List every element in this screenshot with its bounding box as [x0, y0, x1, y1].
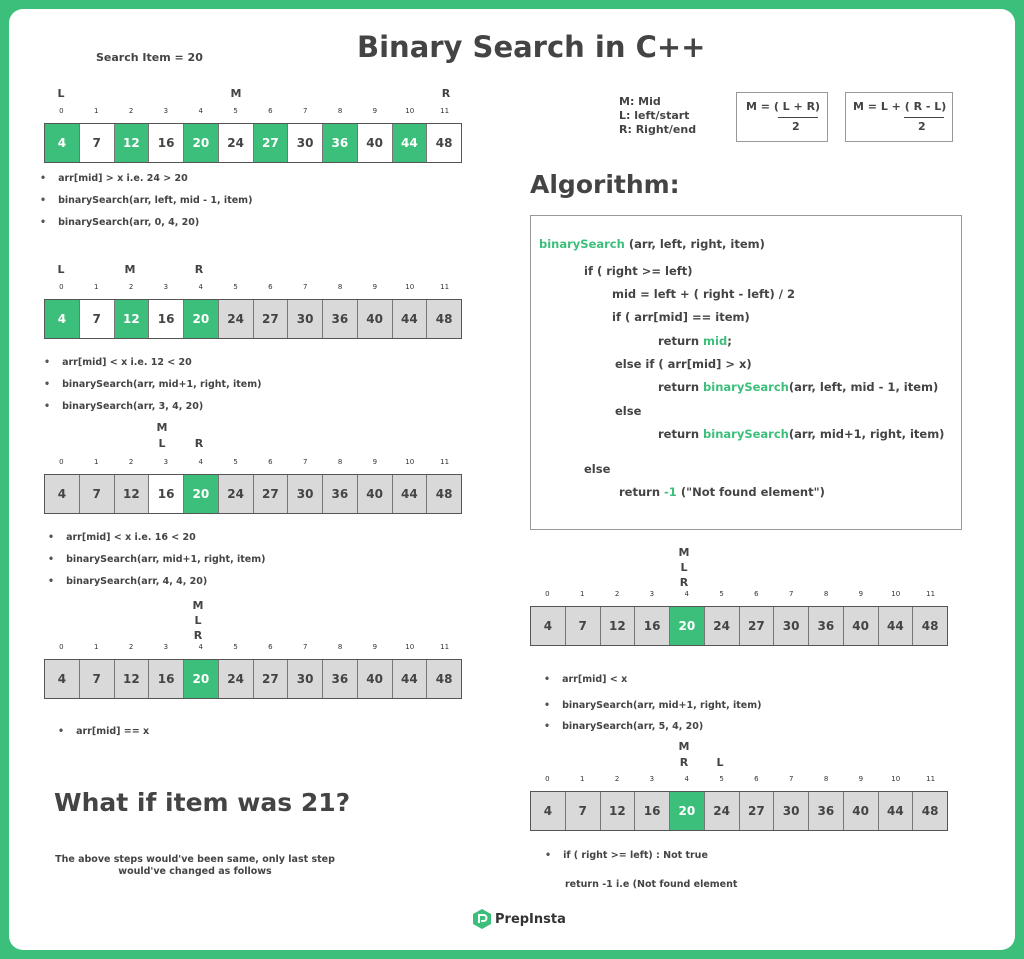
array-cell: 16	[635, 792, 670, 830]
array-cell: 30	[288, 475, 323, 513]
array-index: 7	[303, 458, 308, 466]
step5-marker-r: R	[679, 576, 689, 589]
array-cell: 27	[254, 660, 289, 698]
array-cell: 44	[393, 660, 428, 698]
array-cell: 7	[80, 300, 115, 338]
search-item-label: Search Item = 20	[96, 51, 203, 64]
array-index: 2	[614, 590, 620, 598]
step5-array	[530, 606, 948, 646]
code-line-8: else	[615, 404, 642, 418]
code-line-3: mid = left + ( right - left) / 2	[612, 287, 795, 301]
array-index: 3	[649, 590, 655, 598]
array-index: 5	[233, 643, 238, 651]
formula-1-divider	[778, 117, 818, 118]
array-cell: 4	[531, 607, 566, 645]
array-index: 5	[233, 107, 238, 115]
step6-marker-m: M	[678, 740, 690, 753]
step5-marker-l: L	[680, 561, 688, 574]
array-index: 9	[858, 775, 864, 783]
code-return: return	[658, 334, 704, 348]
array-index: 2	[128, 283, 134, 291]
array-cell: 48	[913, 607, 947, 645]
code-line-6: else if ( arr[mid] > x)	[615, 357, 752, 371]
array-index: 11	[440, 283, 450, 291]
array-cell: 12	[115, 300, 150, 338]
array-index: 3	[163, 107, 169, 115]
step6-bullet-1: • if ( right >= left) : Not true	[545, 850, 708, 861]
array-index: 1	[580, 590, 585, 598]
step2-array	[44, 299, 462, 339]
array-index: 6	[268, 643, 273, 651]
formula-2-top: M = L + ( R - L)	[853, 100, 947, 113]
step6-marker-l: L	[716, 756, 724, 769]
code-line-7	[658, 380, 938, 394]
code-line-9	[658, 427, 944, 441]
code-return: return	[658, 380, 704, 394]
step1-marker-l: L	[57, 87, 65, 100]
array-cell: 16	[149, 660, 184, 698]
array-index: 10	[891, 590, 901, 598]
array-index: 5	[719, 590, 724, 598]
array-cell: 20	[184, 475, 219, 513]
step4-marker-l: L	[194, 614, 202, 627]
step5-bullet-1: • arr[mid] < x	[544, 674, 627, 685]
step3-array	[44, 474, 462, 514]
array-cell: 16	[149, 475, 184, 513]
formula-2-bottom: 2	[918, 120, 926, 133]
array-index: 7	[789, 590, 794, 598]
array-cell: 30	[288, 300, 323, 338]
legend-right: R: Right/end	[619, 123, 697, 136]
array-cell: 44	[879, 607, 914, 645]
array-index: 5	[233, 458, 238, 466]
array-cell: 12	[601, 792, 636, 830]
array-index: 0	[545, 590, 550, 598]
array-index: 2	[614, 775, 620, 783]
step3-marker-r: R	[194, 437, 204, 450]
array-cell: 48	[427, 660, 461, 698]
array-index: 8	[337, 283, 343, 291]
code-minus-one: -1	[664, 485, 677, 499]
code-line-2: if ( right >= left)	[584, 264, 693, 278]
array-cell: 12	[115, 660, 150, 698]
array-index: 4	[198, 283, 203, 291]
array-index: 6	[268, 107, 273, 115]
array-cell: 12	[115, 475, 150, 513]
array-cell: 48	[913, 792, 947, 830]
array-cell: 44	[393, 300, 428, 338]
array-cell: 24	[219, 124, 254, 162]
array-cell: 16	[149, 124, 184, 162]
what-if-heading: What if item was 21?	[54, 788, 351, 817]
array-index: 7	[303, 107, 308, 115]
array-index: 11	[440, 458, 450, 466]
step5-bullet-2: • binarySearch(arr, mid+1, right, item)	[544, 700, 762, 711]
array-index: 9	[372, 458, 378, 466]
array-index: 2	[128, 107, 134, 115]
array-index: 10	[405, 643, 415, 651]
array-cell: 48	[427, 475, 461, 513]
array-cell: 44	[393, 475, 428, 513]
step1-bullet-3: • binarySearch(arr, 0, 4, 20)	[40, 217, 199, 228]
array-index: 6	[268, 283, 273, 291]
array-index: 10	[405, 283, 415, 291]
array-index: 7	[303, 643, 308, 651]
step3-marker-l: L	[158, 437, 166, 450]
array-cell: 30	[774, 792, 809, 830]
step4-marker-r: R	[193, 629, 203, 642]
step1-marker-m: M	[230, 87, 242, 100]
array-cell: 16	[635, 607, 670, 645]
array-cell: 4	[45, 475, 80, 513]
code-return: return	[619, 485, 665, 499]
step3-bullet-1: • arr[mid] < x i.e. 16 < 20	[48, 532, 196, 543]
step4-array	[44, 659, 462, 699]
code-not-found: ("Not found element")	[676, 485, 825, 499]
array-cell: 30	[774, 607, 809, 645]
step3-marker-m: M	[156, 421, 168, 434]
algorithm-code-box	[530, 215, 962, 530]
array-index: 7	[789, 775, 794, 783]
array-index: 5	[233, 283, 238, 291]
array-cell: 36	[323, 124, 358, 162]
code-line-1	[539, 237, 765, 251]
formula-1-bottom: 2	[792, 120, 800, 133]
legend-left: L: left/start	[619, 109, 690, 122]
step3-bullet-3: • binarySearch(arr, 4, 4, 20)	[48, 576, 207, 587]
array-cell: 16	[149, 300, 184, 338]
array-cell: 24	[705, 792, 740, 830]
array-cell: 36	[323, 300, 358, 338]
array-index: 10	[405, 458, 415, 466]
array-index: 8	[337, 107, 343, 115]
array-index: 1	[94, 458, 99, 466]
prepinsta-logo-text: PrepInsta	[495, 911, 566, 927]
array-cell: 12	[601, 607, 636, 645]
array-cell: 40	[844, 607, 879, 645]
array-index: 0	[59, 643, 64, 651]
array-index: 9	[372, 643, 378, 651]
array-cell: 20	[670, 607, 705, 645]
array-index: 1	[580, 775, 585, 783]
formula-2-divider	[904, 117, 944, 118]
array-index: 8	[337, 458, 343, 466]
array-cell: 30	[288, 660, 323, 698]
array-index: 4	[684, 775, 689, 783]
array-cell: 12	[115, 124, 150, 162]
array-index: 3	[163, 643, 169, 651]
array-index: 0	[59, 283, 64, 291]
array-index: 10	[405, 107, 415, 115]
array-cell: 7	[566, 792, 601, 830]
array-index: 1	[94, 643, 99, 651]
array-index: 5	[719, 775, 724, 783]
step2-bullet-2: • binarySearch(arr, mid+1, right, item)	[44, 379, 262, 390]
array-index: 3	[163, 458, 169, 466]
array-cell: 20	[184, 124, 219, 162]
array-index: 6	[754, 775, 759, 783]
array-index: 0	[545, 775, 550, 783]
step5-bullet-3: • binarySearch(arr, 5, 4, 20)	[544, 721, 703, 732]
step1-bullet-2: • binarySearch(arr, left, mid - 1, item)	[40, 195, 252, 206]
array-index: 3	[649, 775, 655, 783]
array-cell: 27	[740, 792, 775, 830]
code-fn-name: binarySearch	[539, 237, 625, 251]
prepinsta-logo	[473, 909, 566, 929]
array-cell: 4	[45, 660, 80, 698]
array-index: 2	[128, 458, 134, 466]
step6-array	[530, 791, 948, 831]
array-cell: 27	[254, 475, 289, 513]
step6-marker-r: R	[679, 756, 689, 769]
array-cell: 36	[323, 475, 358, 513]
array-index: 7	[303, 283, 308, 291]
array-cell: 20	[184, 300, 219, 338]
array-cell: 27	[740, 607, 775, 645]
array-index: 4	[198, 458, 203, 466]
array-cell: 7	[80, 475, 115, 513]
array-cell: 24	[705, 607, 740, 645]
code-fn-call: binarySearch	[703, 427, 789, 441]
array-index: 10	[891, 775, 901, 783]
array-cell: 24	[219, 660, 254, 698]
array-cell: 4	[45, 300, 80, 338]
formula-1-top: M = ( L + R)	[746, 100, 821, 113]
code-mid: mid	[703, 334, 728, 348]
array-index: 9	[858, 590, 864, 598]
code-fn-params: (arr, left, right, item)	[624, 237, 765, 251]
array-index: 0	[59, 458, 64, 466]
code-semicolon: ;	[727, 334, 732, 348]
step2-marker-l: L	[57, 263, 65, 276]
array-index: 11	[440, 107, 450, 115]
array-index: 11	[926, 775, 936, 783]
step3-bullet-2: • binarySearch(arr, mid+1, right, item)	[48, 554, 266, 565]
what-if-line-2: would've changed as follows	[118, 866, 272, 877]
algorithm-heading: Algorithm:	[530, 170, 680, 199]
array-index: 3	[163, 283, 169, 291]
array-cell: 40	[358, 475, 393, 513]
array-cell: 4	[531, 792, 566, 830]
code-return: return	[658, 427, 704, 441]
step1-bullet-1: • arr[mid] > x i.e. 24 > 20	[40, 173, 188, 184]
array-index: 8	[823, 775, 829, 783]
array-cell: 40	[358, 660, 393, 698]
step4-marker-m: M	[192, 599, 204, 612]
prepinsta-logo-icon	[473, 909, 491, 929]
code-line-4: if ( arr[mid] == item)	[612, 310, 750, 324]
array-cell: 40	[844, 792, 879, 830]
array-cell: 27	[254, 124, 289, 162]
step6-final-note: return -1 i.e (Not found element	[565, 879, 738, 890]
array-index: 1	[94, 283, 99, 291]
array-cell: 7	[80, 124, 115, 162]
step1-array	[44, 123, 462, 163]
legend-mid: M: Mid	[619, 95, 661, 108]
array-cell: 30	[288, 124, 323, 162]
array-index: 11	[926, 590, 936, 598]
array-cell: 7	[566, 607, 601, 645]
array-index: 2	[128, 643, 134, 651]
array-cell: 36	[809, 792, 844, 830]
array-cell: 24	[219, 300, 254, 338]
array-cell: 40	[358, 300, 393, 338]
code-args: (arr, left, mid - 1, item)	[788, 380, 939, 394]
step1-marker-r: R	[441, 87, 451, 100]
array-index: 4	[684, 590, 689, 598]
step2-marker-r: R	[194, 263, 204, 276]
array-index: 4	[198, 107, 203, 115]
array-cell: 40	[358, 124, 393, 162]
step2-bullet-1: • arr[mid] < x i.e. 12 < 20	[44, 357, 192, 368]
code-args: (arr, mid+1, right, item)	[788, 427, 945, 441]
step2-bullet-3: • binarySearch(arr, 3, 4, 20)	[44, 401, 203, 412]
array-cell: 36	[323, 660, 358, 698]
array-index: 8	[337, 643, 343, 651]
array-index: 4	[198, 643, 203, 651]
what-if-line-1: The above steps would've been same, only last step	[55, 854, 335, 865]
array-cell: 20	[184, 660, 219, 698]
code-fn-call: binarySearch	[703, 380, 789, 394]
step2-marker-m: M	[124, 263, 136, 276]
step4-bullet-1: • arr[mid] == x	[58, 726, 149, 737]
array-cell: 36	[809, 607, 844, 645]
array-index: 8	[823, 590, 829, 598]
array-cell: 20	[670, 792, 705, 830]
array-cell: 7	[80, 660, 115, 698]
array-index: 9	[372, 107, 378, 115]
page-title: Binary Search in C++	[357, 30, 706, 64]
array-cell: 4	[45, 124, 80, 162]
step5-marker-m: M	[678, 546, 690, 559]
code-line-11	[619, 485, 825, 499]
array-cell: 44	[393, 124, 428, 162]
array-cell: 24	[219, 475, 254, 513]
code-line-10: else	[584, 462, 611, 476]
array-cell: 27	[254, 300, 289, 338]
array-cell: 48	[427, 300, 461, 338]
array-index: 1	[94, 107, 99, 115]
array-cell: 44	[879, 792, 914, 830]
array-index: 9	[372, 283, 378, 291]
array-cell: 48	[427, 124, 461, 162]
array-index: 0	[59, 107, 64, 115]
array-index: 6	[754, 590, 759, 598]
array-index: 11	[440, 643, 450, 651]
code-line-5	[658, 334, 732, 348]
array-index: 6	[268, 458, 273, 466]
